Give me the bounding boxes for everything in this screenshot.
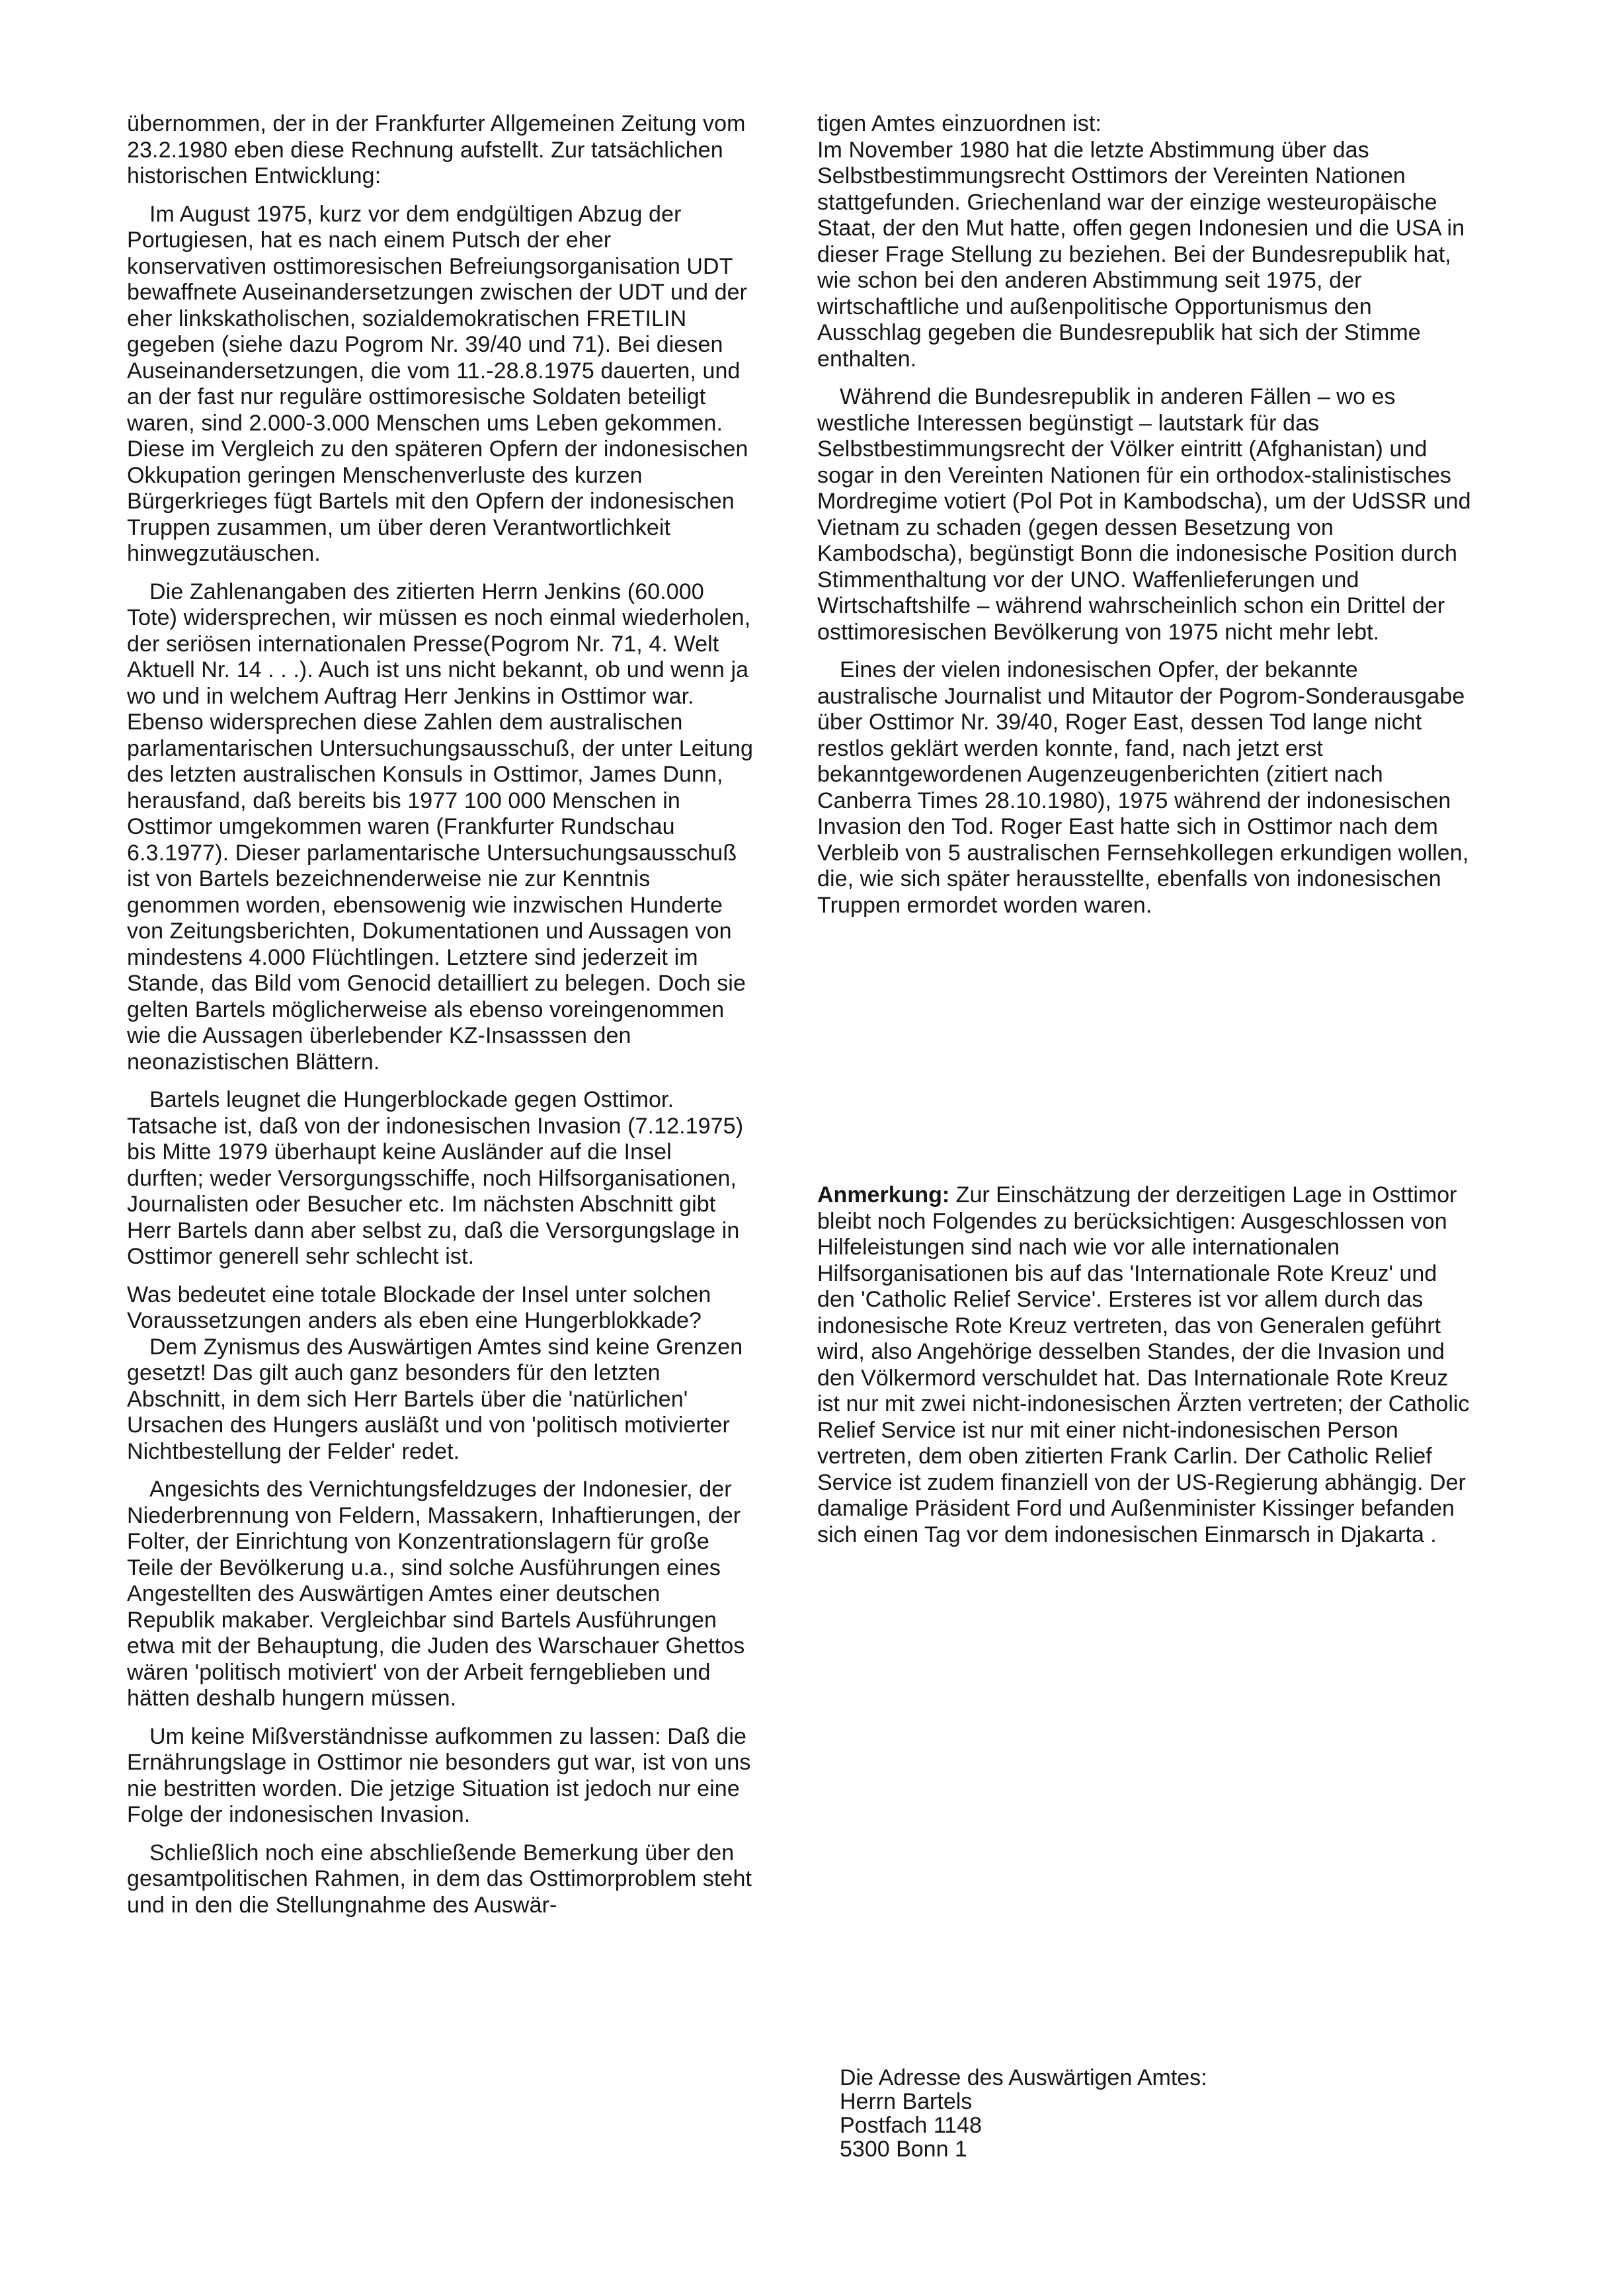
paragraph: Um keine Mißverständnisse aufkommen zu lassen: Daß die Ernährungslage in Osttimor nie besonders gut war, ist von uns nie bestritten worden. Die jetzige Situation ist jedoch nur eine Folge der indonesischen Invasion. [127,1723,751,1827]
paragraph: Was bedeutet eine totale Blockade der Insel unter solchen Voraussetzungen anders als eben eine Hungerblokkade? [127,1282,711,1333]
paragraph: Die Zahlenangaben des zitierten Herrn Jenkins (60.000 Tote) widersprechen, wir müssen es noch einmal wiederholen, der seriösen internationalen Presse(Pogrom Nr. 71, 4. Welt Aktuell Nr. 14 . . .). Auch ist uns nicht bekannt, ob und wenn ja wo und in welchem Auftrag Herr Jenkins in Osttimor war. Ebenso widersprechen diese Zahlen dem australischen parlamentarischen Untersuchungsausschuß, der unter Leitung des letzten australischen Konsuls in Osttimor, James Dunn, herausfand, daß bereits bis 1977 100 000 Menschen in Osttimor umgekommen waren (Frankfurter Rundschau 6.3.1977). Dieser parlamentarische Untersuchungsausschuß ist von Bartels bezeichnenderweise nie zur Kenntnis genommen worden, ebensowenig wie inzwischen Hunderte von Zeitungsberichten, Dokumentationen und Aussagen von mindestens 4.000 Flüchtlingen. Letztere sind jederzeit im Stande, das Bild vom Genocid detailliert zu belegen. Doch sie gelten Bartels möglicherweise als ebenso voreingenommen wie die Aussagen überlebender KZ-Insasssen den neonazistischen Blättern. [127,579,754,1075]
annotation-note [817,1182,1475,1548]
right-column [817,111,1475,930]
paragraph: Eines der vielen indonesischen Opfer, der bekannte australische Journalist und Mitautor der Pogrom-Sonderausgabe über Osttimor Nr. 39/40, Roger East, dessen Tod lange nicht restlos geklärt werden konnte, fand, nach jetzt erst bekanntgewordenen Augenzeugenberichten (zitiert nach Canberra Times 28.10.1980), 1975 während der indonesischen Invasion den Tod. Roger East hatte sich in Osttimor nach dem Verbleib von 5 australischen Fernsehkollegen erkundigen wollen, die, wie sich später herausstellte, ebenfalls von indonesischen Truppen ermordet worden waren. [817,657,1469,918]
paragraph: Dem Zynismus des Auswärtigen Amtes sind keine Grenzen gesetzt! Das gilt auch ganz besonders für den letzten Abschnitt, in dem sich Herr Bartels über die 'natürlichen' Ursachen des Hungers ausläßt und von 'politisch motivierter Nichtbestellung der Felder' redet. [127,1334,743,1464]
paragraph: Angesichts des Vernichtungsfeldzuges der Indonesier, der Niederbrennung von Feldern, Massakern, Inhaftierungen, der Folter, der Einrichtung von Konzentrationslagern für große Teile der Bevölkerung u.a., sind solche Ausführungen eines Angestellten des Auswärtigen Amtes einer deutschen Republik makaber. Vergleichbar sind Bartels Ausführungen etwa mit der Behauptung, die Juden des Warschauer Ghettos wären 'politisch motiviert' von der Arbeit ferngeblieben und hätten deshalb hungern müssen. [127,1477,745,1711]
paragraph: Schließlich noch eine abschließende Bemerkung über den gesamtpolitischen Rahmen, in dem das Osttimorproblem steht und in den die Stellungnahme des Auswär- [127,1840,752,1918]
address-block [840,2066,1303,2161]
paragraph: Bartels leugnet die Hungerblockade gegen Osttimor. Tatsache ist, daß von der indonesischen Invasion (7.12.1975) bis Mitte 1979 überhaupt keine Ausländer auf die Insel durften; weder Versorgungsschiffe, noch Hilfsorganisationen, Journalisten oder Besucher etc. Im nächsten Abschnitt gibt Herr Bartels dann aber selbst zu, daß die Versorgungslage in Osttimor generell sehr schlecht ist. [127,1087,744,1269]
address-heading: Die Adresse des Auswärtigen Amtes: [840,2065,1207,2090]
paragraph: Im November 1980 hat die letzte Abstimmung über das Selbstbestimmungsrecht Osttimors der Vereinten Nationen stattgefunden. Griechenland war der einzige westeuropäische Staat, der den Mut hatte, offen gegen Indonesien und die USA in dieser Frage Stellung zu beziehen. Bei der Bundesrepublik hat, wie schon bei den anderen Abstimmung seit 1975, der wirtschaftliche und außenpolitische Opportunismus den Ausschlag gegeben die Bundesrepublik hat sich der Stimme enthalten. [817,137,1465,372]
paragraph: tigen Amtes einzuordnen ist: [817,111,1102,136]
note-text: Zur Einschätzung der derzeitigen Lage in Osttimor bleibt noch Folgendes zu berücksichtigen: Ausgeschlossen von Hilfeleistungen sind nach wie vor alle internationalen Hilfsorganisationen bis auf das 'Internationale Rote Kreuz' und den 'Catholic Relief Service'. Ersteres ist vor allem durch das indonesische Rote Kreuz vertreten, das von Generalen geführt wird, also Angehörige desselben Standes, der die Invasion und den Völkermord verschuldet hat. Das Internationale Rote Kreuz ist nur mit zwei nicht-indonesischen Ärzten vertreten; der Catholic Relief Service ist nur mit einer nicht-indonesischen Person vertreten, dem oben zitierten Frank Carlin. Der Catholic Relief Service ist zudem finanziell von der US-Regierung abhängig. Der damalige Präsident Ford und Außenminister Kissinger befanden sich einen Tag vor dem indonesischen Einmarsch in Djakarta . [817,1182,1470,1547]
address-name: Herrn Bartels [840,2089,973,2114]
address-street: Postfach 1148 [840,2113,982,2138]
note-label: Anmerkung: [817,1182,950,1208]
paragraph: Während die Bundesrepublik in anderen Fällen – wo es westliche Interessen begünstigt – lautstark für das Selbstbestimmungsrecht der Völker eintritt (Afghanistan) und sogar in den Vereinten Nationen für ein orthodox-stalinistisches Mordregime votiert (Pol Pot in Kambodscha), um der UdSSR und Vietnam zu schaden (gegen dessen Besetzung von Kambodscha), begünstigt Bonn die indonesische Position durch Stimmenthaltung vor der UNO. Waffenlieferungen und Wirtschaftshilfe – während wahrscheinlich schon ein Drittel der osttimoresischen Bevölkerung von 1975 nicht mehr lebt. [817,384,1471,645]
address-city: 5300 Bonn 1 [840,2137,967,2162]
paragraph: übernommen, der in der Frankfurter Allgemeinen Zeitung vom 23.2.1980 eben diese Rechnung aufstellt. Zur tatsächlichen historischen Entwicklung: [127,111,746,188]
left-column [127,111,754,1930]
paragraph: Im August 1975, kurz vor dem endgültigen Abzug der Portugiesen, hat es nach einem Putsch der eher konservativen osttimoresischen Befreiungsorganisation UDT bewaffnete Auseinandersetzungen zwischen der UDT und der eher linkskatholischen, sozialdemokratischen FRETILIN gegeben (siehe dazu Pogrom Nr. 39/40 und 71). Bei diesen Auseinandersetzungen, die vom 11.-28.8.1975 dauerten, und an der fast nur reguläre osttimoresische Soldaten beteiligt waren, sind 2.000-3.000 Menschen ums Leben gekommen. Diese im Vergleich zu den späteren Opfern der indonesischen Okkupation geringen Menschenverluste des kurzen Bürgerkrieges fügt Bartels mit den Opfern der indonesischen Truppen zusammen, um über deren Verantwortlichkeit hinwegzutäuschen. [127,201,748,566]
